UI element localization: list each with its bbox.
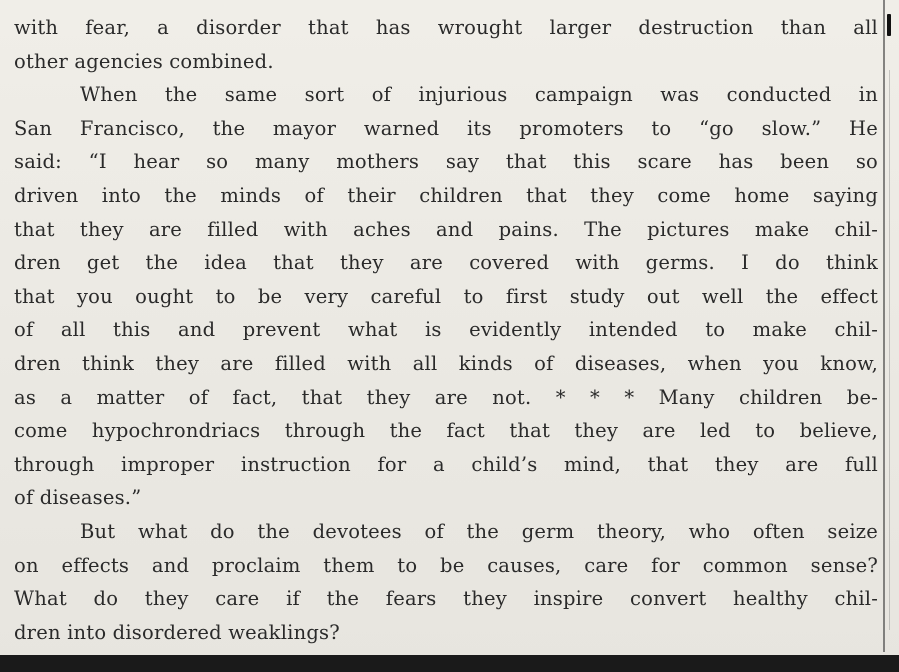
column-rule <box>883 0 885 652</box>
text-line: But what do the devotees of the germ theory, who often seize <box>80 519 878 543</box>
column-edge-scratch <box>889 70 890 630</box>
text-line: dren into disordered weaklings? <box>14 620 340 644</box>
text-line: come hypochrondriacs through the fact that they are led to believe, <box>14 419 878 443</box>
text-line: that they are filled with aches and pains. The pictures make chil- <box>14 217 878 241</box>
text-line: as a matter of fact, that they are not. * * * Many children be- <box>14 385 878 409</box>
text-line: of all this and prevent what is evidently intended to make chil- <box>14 318 878 342</box>
text-line: on effects and proclaim them to be causes, care for common sense? <box>14 553 878 577</box>
text-line: What do they care if the fears they inspire convert healthy chil- <box>14 587 878 611</box>
text-line: dren get the idea that they are covered with germs. I do think <box>14 251 878 275</box>
text-line: through improper instruction for a child’s mind, that they are full <box>14 452 878 476</box>
text-line: dren think they are filled with all kinds of diseases, when you know, <box>14 351 878 375</box>
text-line: with fear, a disorder that has wrought larger destruction than all <box>14 16 878 39</box>
text-line: When the same sort of injurious campaign was conducted in <box>80 83 878 107</box>
text-line: driven into the minds of their children that they come home saying <box>14 183 878 207</box>
text-line: said: “I hear so many mothers say that this scare has been so <box>14 150 878 174</box>
text-line: other agencies combined. <box>14 49 274 73</box>
column-edge-mark <box>887 14 891 36</box>
text-line: of diseases.” <box>14 486 142 510</box>
bottom-rule <box>0 655 899 672</box>
text-line: San Francisco, the mayor warned its promoters to “go slow.” He <box>14 116 878 140</box>
text-line: that you ought to be very careful to first study out well the effect <box>14 284 878 308</box>
article-text <box>14 11 878 649</box>
